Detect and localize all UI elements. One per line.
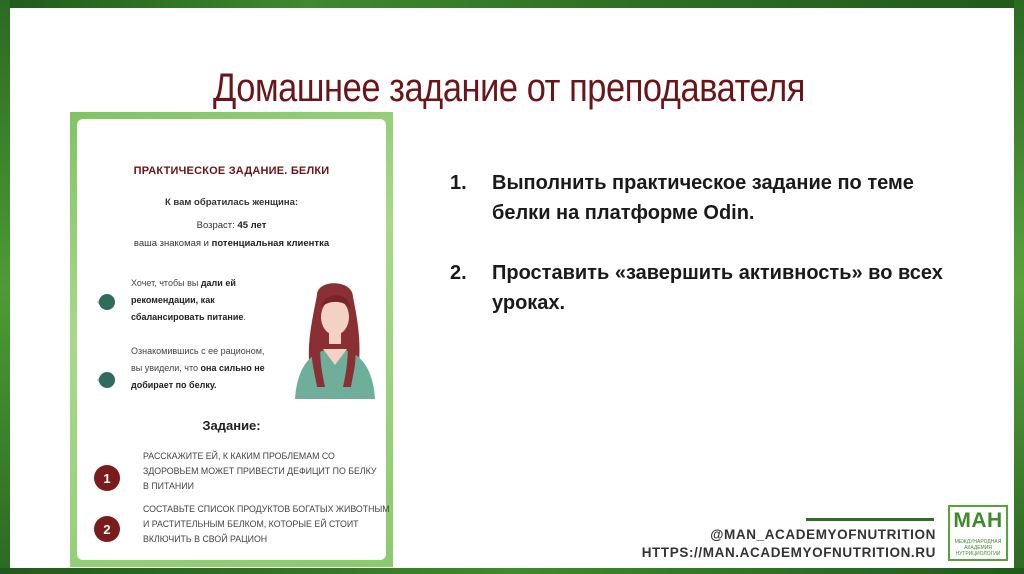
instruction-text: Выполнить практическое задание по теме белки на платформе Odin. — [492, 172, 914, 224]
frame-bottom — [0, 568, 1024, 574]
arrow-bubble-icon — [95, 291, 117, 313]
frame-left — [0, 0, 10, 574]
card-age-value: 45 лет — [237, 220, 267, 231]
slide — [10, 8, 1014, 568]
woman-illustration — [287, 277, 379, 399]
bubble-wish-bold: дали ей рекомендации, как сбалансировать питание — [131, 278, 244, 322]
task-number-badge: 1 — [94, 465, 120, 491]
arrow-bubble-icon — [95, 369, 117, 391]
slide-title: Домашнее задание от преподавателя — [213, 66, 805, 110]
website-link[interactable]: HTTPS://MAN.ACADEMYOFNUTRITION.RU — [641, 545, 936, 560]
assignment-card — [70, 112, 393, 567]
task-item: СОСТАВЬТЕ СПИСОК ПРОДУКТОВ БОГАТЫХ ЖИВОТНЫМ И РАСТИТЕЛЬНЫМ БЕЛКОМ, КОТОРЫЕ ЕЙ СТОИТ ВКЛЮЧИТЬ В СВОЙ РАЦИОН — [143, 504, 390, 544]
logo-subtitle — [950, 539, 1006, 557]
card-title: ПРАКТИЧЕСКОЕ ЗАДАНИЕ. БЕЛКИ — [133, 165, 330, 177]
card-bubble-diet — [131, 343, 271, 394]
academy-logo — [948, 505, 1008, 561]
instruction-text: Проставить «завершить активность» во всех уроках. — [492, 262, 943, 314]
task-item: РАССКАЖИТЕ ЕЙ, К КАКИМ ПРОБЛЕМАМ СО ЗДОРОВЬЕМ МОЖЕТ ПРИВЕСТИ ДЕФИЦИТ ПО БЕЛКУ В ПИТАНИИ — [143, 451, 377, 491]
card-relation — [77, 238, 386, 249]
logo-sub-line: НУТРИЦИОЛОГИИ — [955, 551, 1001, 557]
instruction-number: 2. — [450, 262, 467, 284]
logo-sub-line: АКАДЕМИЯ — [964, 545, 992, 551]
assignment-card-body — [77, 119, 390, 560]
card-age — [77, 220, 386, 231]
instruction-item — [450, 258, 970, 318]
bubble-wish-end: . — [243, 312, 246, 322]
social-handle[interactable]: @MAN_ACADEMYOFNUTRITION — [710, 527, 936, 542]
card-intro: К вам обратилась женщина: — [164, 197, 299, 208]
instruction-number: 1. — [450, 172, 467, 194]
footer-divider — [806, 518, 934, 521]
card-bubble-wish — [131, 275, 271, 326]
instruction-item — [450, 168, 970, 228]
card-age-label: Возраст: — [196, 220, 235, 231]
logo-wordmark: МАН — [953, 509, 1003, 532]
bubble-wish-text: Хочет, чтобы вы — [131, 278, 199, 288]
frame-top — [0, 0, 1024, 8]
card-relation-text: ваша знакомая и — [133, 238, 209, 249]
logo-sub-line: МЕЖДУНАРОДНАЯ — [954, 539, 1002, 545]
bubble-diet-text: Ознакомившись с ее рационом, вы увидели, что — [131, 346, 265, 373]
task-heading: Задание: — [202, 418, 261, 433]
task-number-badge: 2 — [94, 516, 120, 542]
frame-right — [1014, 0, 1024, 574]
instruction-list — [450, 168, 970, 318]
card-relation-bold: потенциальная клиентка — [211, 238, 330, 249]
bubble-diet-bold: она сильно не добирает по белку. — [131, 363, 265, 390]
